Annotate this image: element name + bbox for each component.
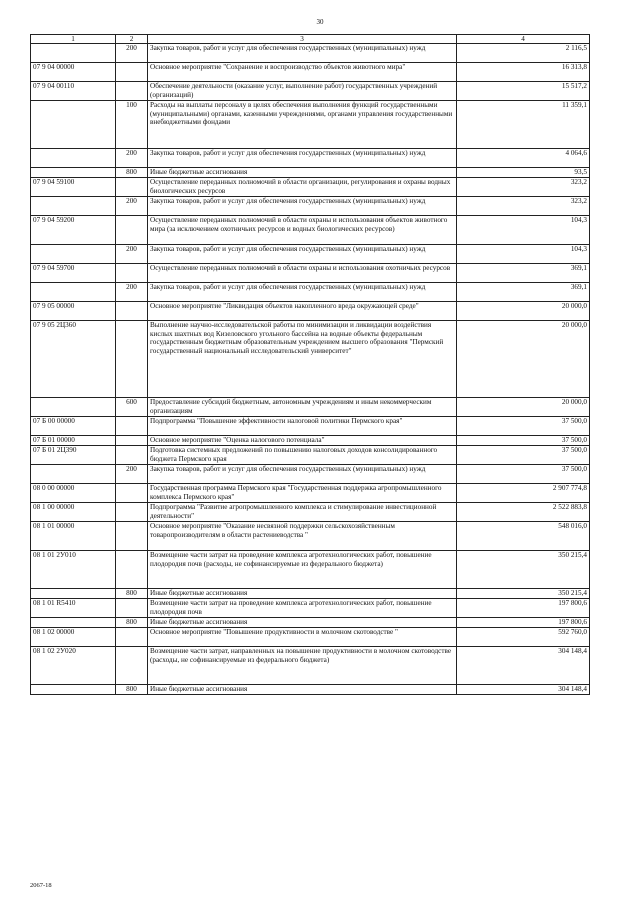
document-footer: 2067-18: [30, 882, 52, 889]
description-cell: Основное мероприятие "Ликвидация объектов накопленного вреда окружающей среде": [148, 302, 457, 321]
code-cell: 08 1 01 00000: [31, 522, 116, 551]
amount-cell: 20 000,0: [457, 302, 590, 321]
amount-cell: 11 359,1: [457, 101, 590, 149]
expense-type-cell: [116, 551, 148, 589]
expense-type-cell: 800: [116, 618, 148, 628]
description-cell: Иные бюджетные ассигнования: [148, 168, 457, 178]
code-cell: [31, 465, 116, 484]
header-cell-3: 3: [148, 35, 457, 44]
expense-type-cell: 800: [116, 589, 148, 599]
table-row: [31, 101, 590, 149]
expense-type-cell: 200: [116, 283, 148, 302]
code-cell: [31, 618, 116, 628]
header-cell-1: 1: [31, 35, 116, 44]
code-cell: 07 9 04 59200: [31, 216, 116, 245]
table-row: [31, 589, 590, 599]
code-cell: 07 9 04 00110: [31, 82, 116, 101]
expense-type-cell: [116, 82, 148, 101]
expense-type-cell: [116, 63, 148, 82]
table-row: [31, 168, 590, 178]
expense-type-cell: [116, 302, 148, 321]
table-row: [31, 82, 590, 101]
expense-type-cell: 100: [116, 101, 148, 149]
header-cell-2: 2: [116, 35, 148, 44]
table-row: [31, 446, 590, 465]
description-cell: Предоставление субсидий бюджетным, автономным учреждениям и иным некоммерческим организациям: [148, 398, 457, 417]
code-cell: 07 9 04 59100: [31, 178, 116, 197]
amount-cell: 37 500,0: [457, 417, 590, 436]
code-cell: [31, 245, 116, 264]
header-row: [31, 35, 590, 44]
expense-type-cell: [116, 446, 148, 465]
expense-type-cell: [116, 321, 148, 398]
code-cell: [31, 168, 116, 178]
amount-cell: 592 760,0: [457, 628, 590, 647]
code-cell: [31, 685, 116, 695]
table-row: [31, 484, 590, 503]
code-cell: 07 Б 00 00000: [31, 417, 116, 436]
code-cell: 08 1 01 R5410: [31, 599, 116, 618]
header-cell-4: 4: [457, 35, 590, 44]
description-cell: Подпрограмма "Развитие агропромышленного комплекса и стимулирование инвестиционной деятельности": [148, 503, 457, 522]
code-cell: 07 Б 01 2Ц390: [31, 446, 116, 465]
code-cell: 07 9 04 00000: [31, 63, 116, 82]
amount-cell: 350 215,4: [457, 589, 590, 599]
description-cell: Подготовка системных предложений по повышению налоговых доходов консолидированного бюджета Пермского края: [148, 446, 457, 465]
amount-cell: 548 016,0: [457, 522, 590, 551]
description-cell: Закупка товаров, работ и услуг для обеспечения государственных (муниципальных) нужд: [148, 283, 457, 302]
amount-cell: 323,2: [457, 178, 590, 197]
description-cell: Возмещение части затрат, направленных на повышение продуктивности в молочном скотоводстве (расходы, не софинансируемые из федерального бюджета): [148, 647, 457, 685]
description-cell: Основное мероприятие "Повышение продуктивности в молочном скотоводстве ": [148, 628, 457, 647]
code-cell: 07 9 04 59700: [31, 264, 116, 283]
description-cell: Иные бюджетные ассигнования: [148, 589, 457, 599]
table-row: [31, 321, 590, 398]
table-row: [31, 149, 590, 168]
expense-type-cell: 800: [116, 168, 148, 178]
expense-type-cell: [116, 522, 148, 551]
table-row: [31, 264, 590, 283]
amount-cell: 2 116,5: [457, 44, 590, 63]
table-row: [31, 245, 590, 264]
table-row: [31, 599, 590, 618]
amount-cell: 20 000,0: [457, 398, 590, 417]
expense-type-cell: 200: [116, 44, 148, 63]
code-cell: 08 1 02 00000: [31, 628, 116, 647]
amount-cell: 104,3: [457, 245, 590, 264]
description-cell: Закупка товаров, работ и услуг для обеспечения государственных (муниципальных) нужд: [148, 197, 457, 216]
expense-type-cell: 200: [116, 149, 148, 168]
description-cell: Возмещение части затрат на проведение комплекса агротехнологических работ, повышение плодородия почв: [148, 599, 457, 618]
description-cell: Иные бюджетные ассигнования: [148, 618, 457, 628]
amount-cell: 2 907 774,8: [457, 484, 590, 503]
amount-cell: 16 313,8: [457, 63, 590, 82]
amount-cell: 197 800,6: [457, 618, 590, 628]
table-row: [31, 197, 590, 216]
table-row: [31, 44, 590, 63]
description-cell: Государственная программа Пермского края "Государственная поддержка агропромышленного комплекса Пермского края": [148, 484, 457, 503]
amount-cell: 93,5: [457, 168, 590, 178]
table-row: [31, 522, 590, 551]
amount-cell: 197 800,6: [457, 599, 590, 618]
amount-cell: 4 064,6: [457, 149, 590, 168]
table-row: [31, 465, 590, 484]
description-cell: Обеспечение деятельности (оказание услуг, выполнение работ) государственных учреждений (организаций): [148, 82, 457, 101]
description-cell: Осуществление переданных полномочий в области охраны и использования объектов животного мира (за исключением охотничьих ресурсов и водных биологических ресурсов): [148, 216, 457, 245]
code-cell: 07 Б 01 00000: [31, 436, 116, 446]
table-row: [31, 436, 590, 446]
table-row: [31, 283, 590, 302]
description-cell: Подпрограмма "Повышение эффективности налоговой политики Пермского края": [148, 417, 457, 436]
table-row: [31, 685, 590, 695]
description-cell: Расходы на выплаты персоналу в целях обеспечения выполнения функций государственными (муниципальными) органами, казенными учреждениями, органами управления государственными внебюджетными фондами: [148, 101, 457, 149]
table-row: [31, 63, 590, 82]
table-row: [31, 503, 590, 522]
description-cell: Закупка товаров, работ и услуг для обеспечения государственных (муниципальных) нужд: [148, 44, 457, 63]
amount-cell: 304 148,4: [457, 685, 590, 695]
table-row: [31, 628, 590, 647]
description-cell: Основное мероприятие "Оценка налогового потенциала": [148, 436, 457, 446]
expense-type-cell: [116, 647, 148, 685]
code-cell: [31, 589, 116, 599]
description-cell: Закупка товаров, работ и услуг для обеспечения государственных (муниципальных) нужд: [148, 245, 457, 264]
amount-cell: 20 000,0: [457, 321, 590, 398]
expense-type-cell: [116, 599, 148, 618]
amount-cell: 304 148,4: [457, 647, 590, 685]
expense-type-cell: [116, 216, 148, 245]
code-cell: [31, 398, 116, 417]
code-cell: 08 0 00 00000: [31, 484, 116, 503]
expense-type-cell: 200: [116, 197, 148, 216]
code-cell: 08 1 02 2У020: [31, 647, 116, 685]
table-row: [31, 618, 590, 628]
code-cell: [31, 283, 116, 302]
expense-type-cell: 600: [116, 398, 148, 417]
table-row: [31, 417, 590, 436]
expense-type-cell: 200: [116, 245, 148, 264]
amount-cell: 37 500,0: [457, 436, 590, 446]
expense-type-cell: 200: [116, 465, 148, 484]
amount-cell: 369,1: [457, 264, 590, 283]
expense-type-cell: [116, 178, 148, 197]
amount-cell: 104,3: [457, 216, 590, 245]
description-cell: Возмещение части затрат на проведение комплекса агротехнологических работ, повышение плодородия почв (расходы, не софинансируемые из федерального бюджета): [148, 551, 457, 589]
amount-cell: 369,1: [457, 283, 590, 302]
code-cell: [31, 149, 116, 168]
description-cell: Иные бюджетные ассигнования: [148, 685, 457, 695]
description-cell: Осуществление переданных полномочий в области охраны и использования охотничьих ресурсов: [148, 264, 457, 283]
expense-type-cell: [116, 436, 148, 446]
table-row: [31, 178, 590, 197]
code-cell: [31, 197, 116, 216]
amount-cell: 37 500,0: [457, 465, 590, 484]
amount-cell: 323,2: [457, 197, 590, 216]
amount-cell: 2 522 883,8: [457, 503, 590, 522]
description-cell: Основное мероприятие "Сохранение и воспроизводство объектов животного мира": [148, 63, 457, 82]
description-cell: Выполнение научно-исследовательской работы по минимизации и ликвидации воздействия кислых шахтных вод Кизеловского угольного бассейна на водные объекты федеральным государственным бюджетным образовательным учреждением высшего образования "Пермский государственный национальный исследовательский университет": [148, 321, 457, 398]
code-cell: 07 9 05 2Ц360: [31, 321, 116, 398]
page-number: 30: [316, 18, 324, 26]
expense-type-cell: [116, 484, 148, 503]
description-cell: Закупка товаров, работ и услуг для обеспечения государственных (муниципальных) нужд: [148, 465, 457, 484]
table-row: [31, 398, 590, 417]
amount-cell: 37 500,0: [457, 446, 590, 465]
table-row: [31, 302, 590, 321]
budget-table: [30, 34, 590, 695]
table-row: [31, 216, 590, 245]
code-cell: [31, 44, 116, 63]
description-cell: Основное мероприятие "Оказание несвязной поддержки сельскохозяйственным товаропроизводителям в области растениеводства ": [148, 522, 457, 551]
expense-type-cell: [116, 503, 148, 522]
table-row: [31, 551, 590, 589]
code-cell: [31, 101, 116, 149]
description-cell: Осуществление переданных полномочий в области организации, регулирования и охраны водных биологических ресурсов: [148, 178, 457, 197]
amount-cell: 350 215,4: [457, 551, 590, 589]
expense-type-cell: [116, 417, 148, 436]
expense-type-cell: 800: [116, 685, 148, 695]
expense-type-cell: [116, 264, 148, 283]
code-cell: 08 1 01 2У010: [31, 551, 116, 589]
description-cell: Закупка товаров, работ и услуг для обеспечения государственных (муниципальных) нужд: [148, 149, 457, 168]
code-cell: 07 9 05 00000: [31, 302, 116, 321]
amount-cell: 15 517,2: [457, 82, 590, 101]
table-body: [31, 44, 590, 695]
expense-type-cell: [116, 628, 148, 647]
table-row: [31, 647, 590, 685]
code-cell: 08 1 00 00000: [31, 503, 116, 522]
